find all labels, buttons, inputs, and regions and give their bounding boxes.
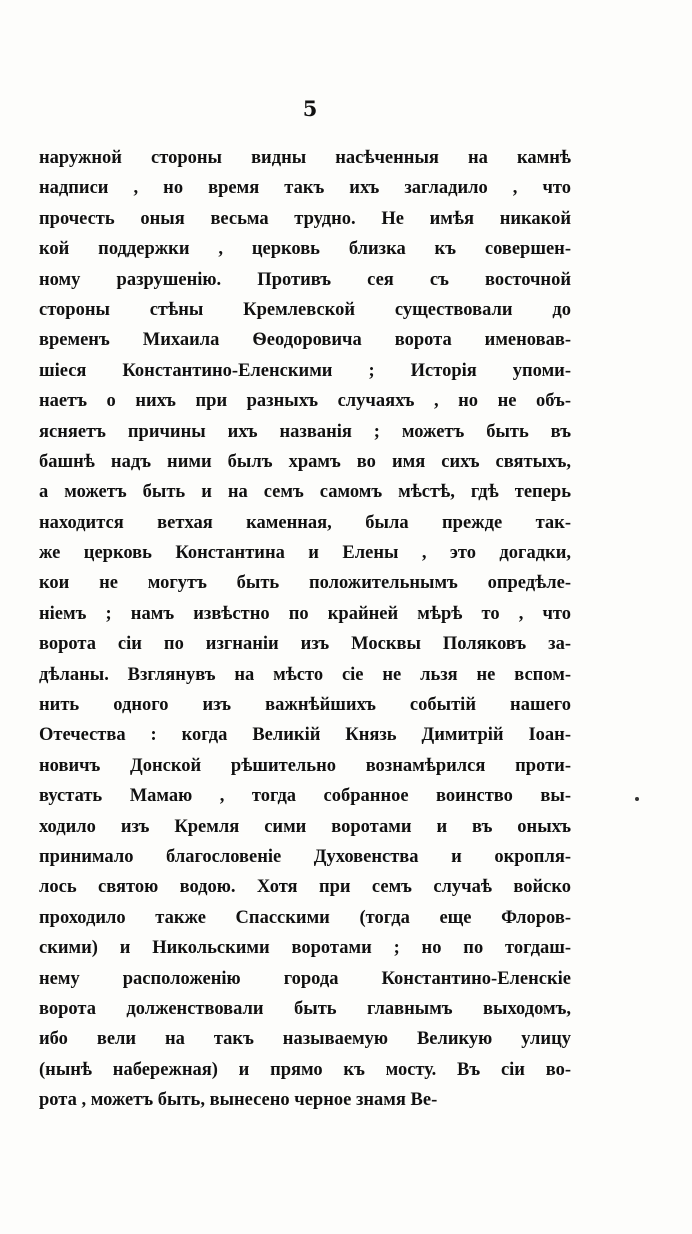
text-line: Отечества : когда Великій Князь Димитрій Іоан- — [39, 725, 571, 746]
text-line: ходило изъ Кремля сими воротами и въ оныхъ — [39, 816, 571, 837]
text-line: башнѣ надъ ними былъ храмъ во имя сихъ святыхъ, — [39, 451, 571, 472]
text-line: находится ветхая каменная, была прежде так- — [39, 512, 571, 533]
text-line: нему расположенію города Константино-Еленскіе — [39, 968, 571, 989]
text-line: вустать Мамаю , тогда собранное воинство вы- — [39, 786, 571, 807]
text-line: кои не могутъ быть положительнымъ опредѣле- — [39, 573, 571, 594]
text-line: временъ Михаила Ѳеодоровича ворота именовав- — [39, 330, 571, 351]
text-line: рота , можетъ быть, вынесено черное знамя Ве- — [39, 1090, 438, 1111]
text-line: же церковь Константина и Елены , это догадки, — [39, 543, 571, 564]
text-line: наетъ о нихъ при разныхъ случаяхъ , но не объ- — [39, 391, 571, 412]
text-line: ніемъ ; намъ извѣстно по крайней мѣрѣ то , что — [39, 603, 571, 624]
text-line: а можетъ быть и на семъ самомъ мѣстѣ, гдѣ теперь — [39, 482, 571, 503]
text-line: прочесть оныя весьма трудно. Не имѣя никакой — [39, 208, 571, 229]
text-line: ному разрушенію. Противъ сея съ восточной — [39, 269, 571, 290]
text-line: новичъ Донской рѣшительно вознамѣрился проти- — [39, 755, 571, 776]
body-text — [39, 143, 571, 1116]
text-line: стороны стѣны Кремлевской существовали до — [39, 299, 571, 320]
text-line: (нынѣ набережная) и прямо къ мосту. Въ сіи во- — [39, 1059, 571, 1080]
text-line: наружной стороны видны насѣченныя на камнѣ — [39, 148, 571, 168]
text-line: принимало благословеніе Духовенства и окропля- — [39, 846, 571, 867]
text-line: нить одного изъ важнѣйшихъ событій нашего — [39, 695, 571, 716]
text-line: ясняетъ причины ихъ названія ; можетъ быть въ — [39, 421, 571, 442]
text-line: ворота сіи по изгнаніи изъ Москвы Поляковъ за- — [39, 634, 571, 655]
text-line: шіеся Константино-Еленскими ; Исторія упоми- — [39, 360, 571, 381]
page-number: 5 — [302, 96, 318, 121]
ink-speck — [635, 797, 639, 801]
text-line: ворота долженствовали быть главнымъ выходомъ, — [39, 998, 571, 1019]
text-line: ибо вели на такъ называемую Великую улицу — [39, 1029, 571, 1050]
text-line: лось святою водою. Хотя при семъ случаѣ войско — [39, 877, 571, 898]
text-line: надписи , но время такъ ихъ загладило , что — [39, 178, 571, 199]
text-line: кой поддержки , церковь близка къ совершен- — [39, 239, 571, 260]
text-line: проходило также Спасскими (тогда еще Флоров- — [39, 907, 571, 928]
text-line: скими) и Никольскими воротами ; но по тогдаш- — [39, 938, 571, 959]
text-line: дѣланы. Взглянувъ на мѣсто сіе не льзя не вспом- — [39, 664, 571, 685]
